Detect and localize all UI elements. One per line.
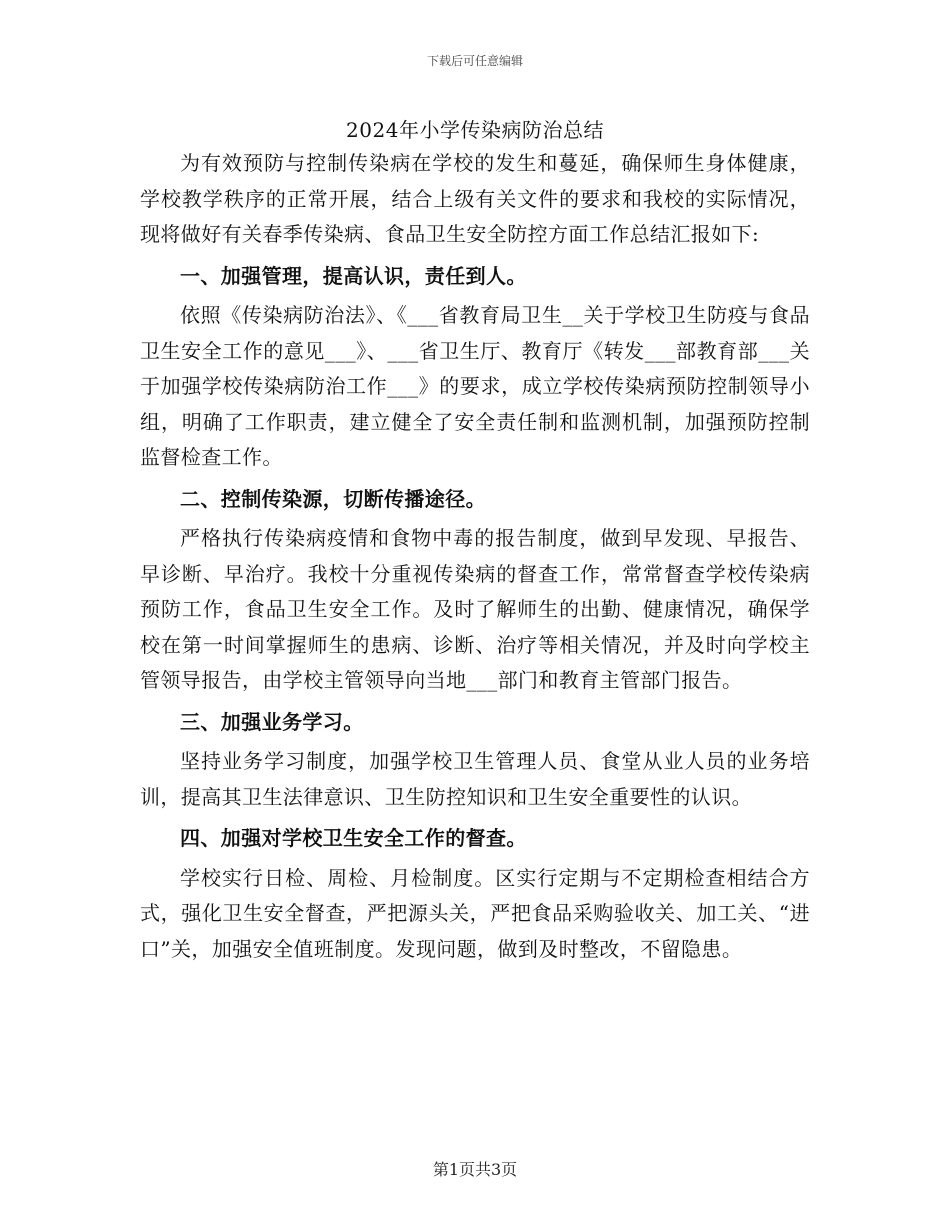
document-title: 2024年小学传染病防治总结: [346, 118, 604, 142]
section-3-body: 坚持业务学习制度，加强学校卫生管理人员、食堂从业人员的业务培训，提高其卫生法律意识、卫生防控知识和卫生安全重要性的认识。: [140, 749, 810, 809]
section-4-body: 学校实行日检、周检、月检制度。区实行定期与不定期检查相结合方式，强化卫生安全督查，严把源头关，严把食品采购验收关、加工关、“进口”关，加强安全值班制度。发现问题，做到及时整改，不留隐患。: [140, 865, 810, 961]
section-2-body: 严格执行传染病疫情和食物中毒的报告制度，做到早发现、早报告、早诊断、早治疗。我校十分重视传染病的督查工作，常常督查学校传染病预防工作，食品卫生安全工作。及时了解师生的出勤、健康情况，确保学校在第一时间掌握师生的患病、诊断、治疗等相关情况，并及时向学校主管领导报告，由学校主管领导向当地___部门和教育主管部门报告。: [140, 526, 810, 692]
intro-paragraph: 为有效预防与控制传染病在学校的发生和蔓延，确保师生身体健康，学校教学秩序的正常开展，结合上级有关文件的要求和我校的实际情况，现将做好有关春季传染病、食品卫生安全防控方面工作总结汇报如下:: [140, 151, 810, 246]
page-header-note: 下载后可任意编辑: [426, 54, 523, 68]
section-1-heading: 一、加强管理，提高认识，责任到人。: [180, 263, 527, 288]
page-number: 第1页共3页: [432, 1160, 518, 1179]
document-body: [140, 146, 810, 967]
section-3-heading: 三、加强业务学习。: [180, 709, 364, 734]
section-1-body: 依照《传染病防治法》、《___省教育局卫生__关于学校卫生防疫与食品卫生安全工作的意见___》、___省卫生厅、教育厅《转发___部教育部___关于加强学校传染病防治工作___》的要求，成立学校传染病预防控制领导小组，明确了工作职责，建立健全了安全责任制和监测机制，加强预防控制监督检查工作。: [140, 303, 810, 469]
section-2-heading: 二、控制传染源，切断传播途径。: [180, 486, 486, 511]
section-4-heading: 四、加强对学校卫生安全工作的督查。: [180, 826, 527, 850]
